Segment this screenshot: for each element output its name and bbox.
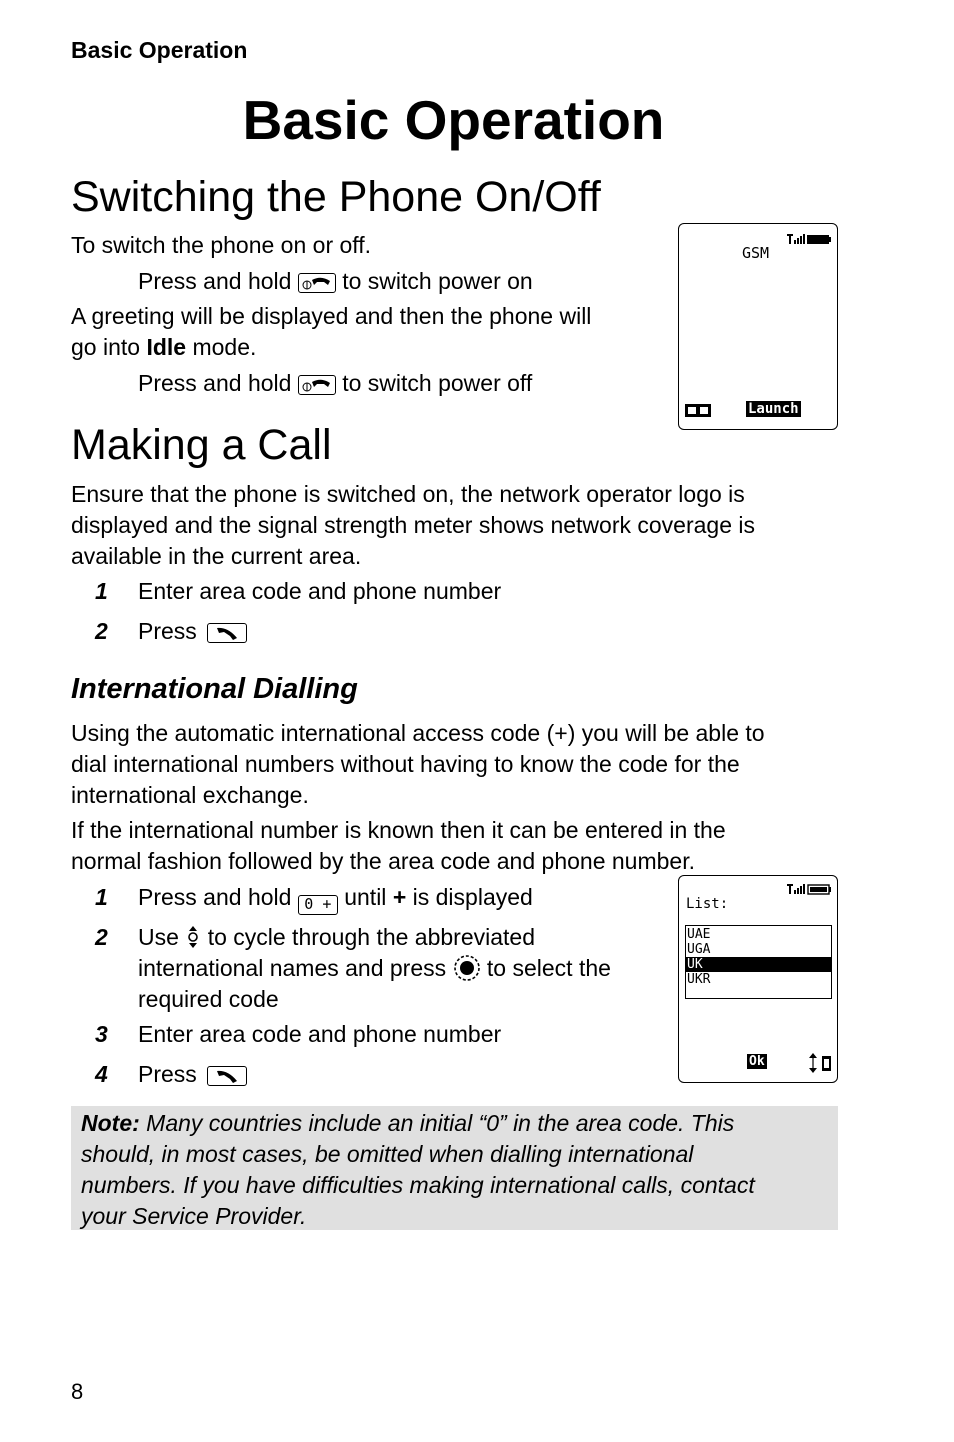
idle-screen-illustration: [678, 223, 838, 430]
step-power-off-pre: Press and hold: [138, 370, 292, 396]
switching-intro: To switch the phone on or off.: [71, 232, 372, 258]
note-line-3: numbers. If you have difficulties making international calls, contact: [81, 1172, 755, 1198]
intl-step-4: [138, 1059, 247, 1090]
making-call-intro-2: displayed and the signal strength meter shows network coverage is: [71, 512, 755, 538]
scroll-updown-icon: [808, 1052, 834, 1074]
note-line-2: should, in most cases, be omitted when dialling international: [81, 1141, 694, 1167]
intl-step3-text: Enter area code and phone number: [138, 1021, 502, 1047]
intl-step2-use: Use: [138, 924, 179, 950]
intl-step1-post: is displayed: [412, 884, 533, 910]
step-power-on: [138, 266, 533, 297]
section-heading-international: International Dialling: [71, 673, 358, 705]
send-key-icon: [207, 1066, 247, 1086]
signal-battery-icon: [787, 233, 833, 245]
country-list-item: UKR: [687, 972, 711, 987]
country-list-item: UAE: [687, 927, 711, 942]
list-title: List:: [686, 896, 729, 912]
intl-para1-line1: Using the automatic international access code (+) you will be able to: [71, 720, 765, 746]
step-number: 2: [95, 618, 108, 644]
section-heading-switching: Switching the Phone On/Off: [71, 173, 601, 221]
greeting-line-2: [71, 332, 256, 363]
country-list-item: UGA: [687, 942, 711, 957]
end-power-key-icon: [298, 273, 336, 293]
greeting-post: mode.: [186, 334, 257, 360]
page-number: 8: [71, 1379, 84, 1404]
intl-para1-line2: dial international numbers without having to know the code for the: [71, 751, 740, 777]
step-power-off-post: to switch power off: [342, 370, 533, 396]
list-screen-illustration: [678, 875, 838, 1083]
page-title: Basic Operation: [242, 89, 665, 151]
section-heading-making-call: Making a Call: [71, 421, 332, 469]
intl-step1-mid: until: [344, 884, 387, 910]
step-power-off: [138, 368, 532, 399]
navigation-scroll-icon: [185, 925, 201, 949]
intl-step2-line2-pre: international names and press: [138, 955, 447, 981]
country-list-item-selected: UK: [686, 957, 831, 972]
greeting-pre: go into: [71, 334, 147, 360]
note-line-1: [81, 1108, 828, 1139]
intl-para1-line3: international exchange.: [71, 782, 309, 808]
country-list: [685, 925, 832, 999]
network-name: GSM: [742, 244, 770, 262]
step-power-on-pre: Press and hold: [138, 268, 292, 294]
step-press-send: [138, 616, 247, 647]
launch-softkey: Launch: [748, 401, 799, 417]
intl-step-2-line2: [138, 953, 611, 984]
zero-plus-key-icon: 0 +: [298, 895, 338, 915]
intl-para2-line1: If the international number is known then it can be entered in the: [71, 817, 726, 843]
plus-symbol: +: [392, 884, 407, 910]
send-key-icon: [207, 623, 247, 643]
step-number: 1: [95, 578, 108, 604]
making-call-intro-1: Ensure that the phone is switched on, the network operator logo is: [71, 481, 745, 507]
step-number: 2: [95, 924, 108, 950]
step-text: Enter area code and phone number: [138, 578, 502, 604]
note-text-1: Many countries include an initial “0” in the area code. This: [139, 1110, 735, 1136]
ok-softkey: Ok: [749, 1054, 765, 1069]
greeting-line-1: A greeting will be displayed and then the phone will: [71, 303, 592, 329]
intl-step2-line2-post: to select the: [486, 955, 611, 981]
intl-step-2-line1: [138, 922, 535, 953]
step-text: Press: [138, 618, 197, 644]
intl-step2-line3: required code: [138, 986, 279, 1012]
intl-step2-line1-post: to cycle through the abbreviated: [207, 924, 536, 950]
step-number: 1: [95, 884, 108, 910]
note-line-4: your Service Provider.: [81, 1203, 307, 1229]
intl-step1-pre: Press and hold: [138, 884, 292, 910]
running-header: Basic Operation: [71, 37, 248, 63]
end-power-key-icon: [298, 375, 336, 395]
step-number: 4: [95, 1061, 108, 1087]
step-number: 3: [95, 1021, 108, 1047]
intl-step4-text: Press: [138, 1061, 197, 1087]
note-box: [71, 1106, 838, 1230]
select-key-icon: [453, 954, 481, 982]
intl-para2-line2: normal fashion followed by the area code and phone number.: [71, 848, 695, 874]
intl-step-1: [138, 882, 533, 915]
making-call-intro-3: available in the current area.: [71, 543, 362, 569]
idle-mode-label: Idle: [146, 334, 187, 360]
step-power-on-post: to switch power on: [342, 268, 533, 294]
signal-battery-icon: [787, 883, 833, 895]
note-label: Note:: [81, 1110, 140, 1136]
phonebook-icon: [685, 404, 711, 417]
